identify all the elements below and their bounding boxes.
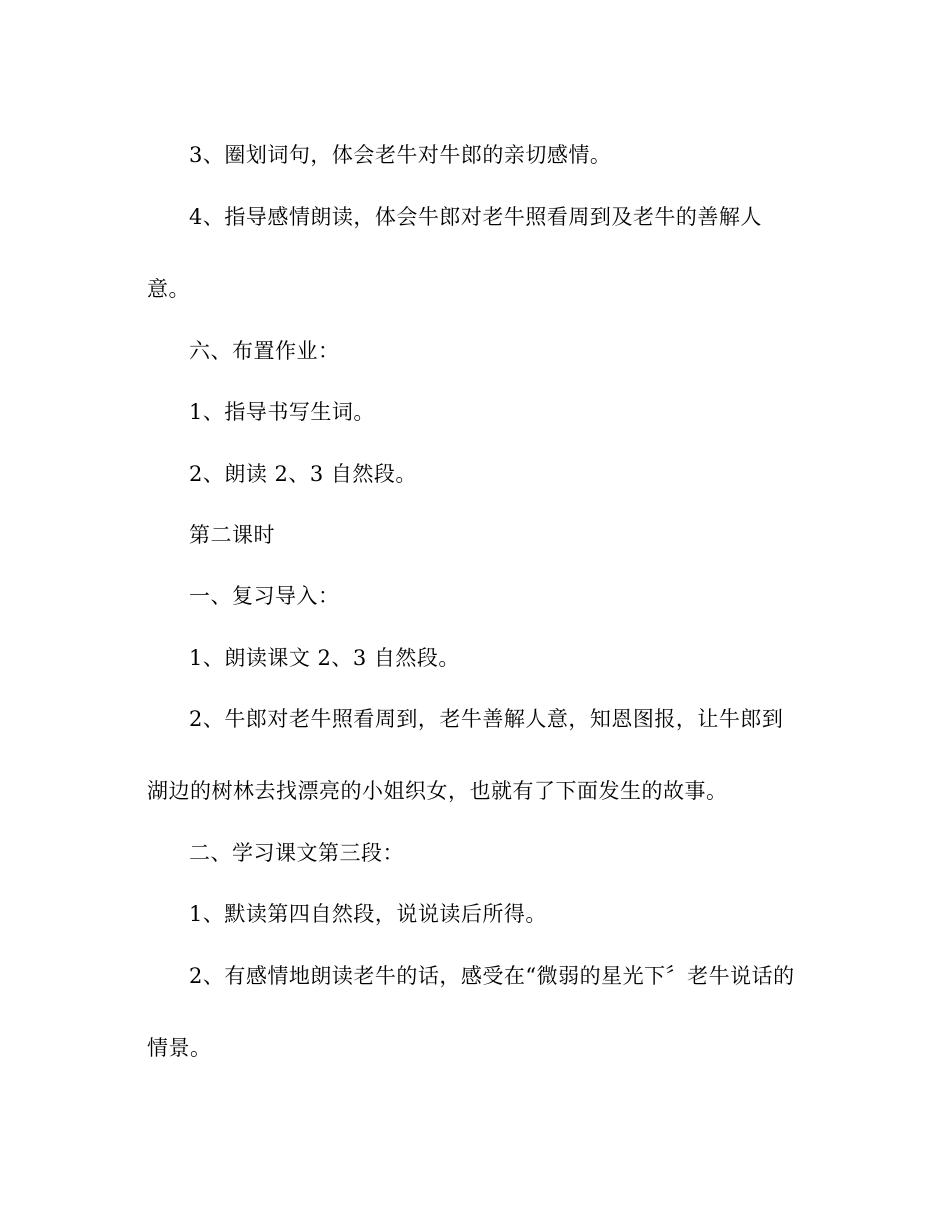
paragraph-line: 2、牛郎对老牛照看周到，老牛善解人意，知恩图报，让牛郎到	[189, 707, 784, 731]
paragraph-line: 2、有感情地朗读老牛的话，感受在“微弱的星光下〞老牛说话的	[189, 964, 795, 988]
paragraph-line: 1、默读第四自然段，说说读后所得。	[189, 902, 547, 926]
section-heading: 一、复习导入：	[189, 584, 340, 608]
paragraph-line: 1、指导书写生词。	[189, 400, 375, 424]
paragraph-line: 4、指导感情朗读，体会牛郎对老牛照看周到及老牛的善解人	[189, 205, 762, 229]
paragraph-line: 1、朗读课文 2、3 自然段。	[189, 646, 460, 670]
paragraph-line: 3、圈划词句，体会老牛对牛郎的亲切感情。	[189, 143, 612, 167]
paragraph-line: 意。	[147, 277, 190, 301]
lesson-heading: 第二课时	[189, 523, 275, 547]
paragraph-line: 情景。	[147, 1036, 212, 1060]
paragraph-line: 2、朗读 2、3 自然段。	[189, 462, 417, 486]
section-heading: 六、布置作业：	[189, 339, 340, 363]
paragraph-line: 湖边的树林去找漂亮的小姐织女，也就有了下面发生的故事。	[147, 779, 728, 803]
section-heading: 二、学习课文第三段：	[189, 841, 404, 865]
